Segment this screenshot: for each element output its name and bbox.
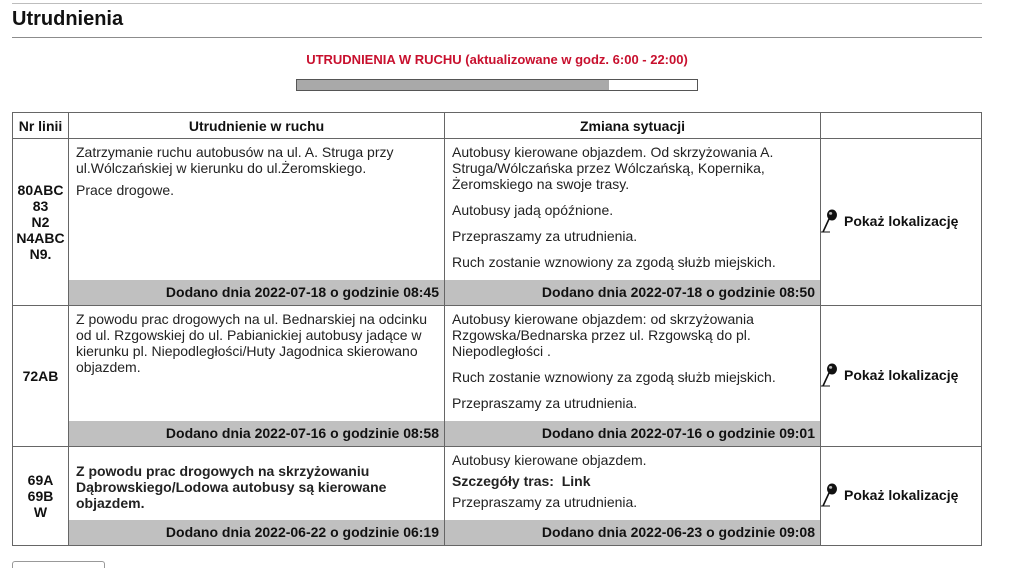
table-row [13, 139, 982, 306]
show-location-link[interactable] [821, 483, 958, 507]
disruption-cell [69, 447, 445, 546]
line-number: N4ABC [16, 230, 65, 246]
page-title: Utrudnienia [12, 8, 124, 30]
location-cell [821, 447, 982, 546]
location-cell [821, 306, 982, 447]
change-text: Autobusy kierowane objazdem: od skrzyżowania Rzgowska/Bednarska przez ul. Rzgowską do pl. Niepodległości . [452, 311, 754, 359]
show-location-link[interactable] [821, 209, 958, 233]
line-number: 72AB [22, 368, 59, 384]
disruption-added-date: Dodano dnia 2022-07-18 o godzinie 08:45 [69, 280, 444, 305]
change-text: Ruch zostanie wznowiony za zgodą służb miejskich. [452, 254, 776, 270]
show-location-label: Pokaż lokalizację [844, 366, 959, 383]
line-number: N9. [29, 246, 52, 262]
line-number: 83 [32, 198, 49, 214]
route-details-label: Szczegóły tras: [452, 473, 554, 489]
show-location-label: Pokaż lokalizację [844, 212, 959, 229]
change-text: Przepraszamy za utrudnienia. [452, 494, 638, 510]
route-details-line [452, 473, 814, 489]
change-cell [445, 139, 821, 306]
refresh-progress-bar [296, 79, 698, 91]
header-disruption: Utrudnienie w ruchu [69, 113, 445, 139]
change-text: Przepraszamy za utrudnienia. [452, 395, 638, 411]
disruptions-table [12, 112, 982, 546]
change-cell [445, 306, 821, 447]
change-text: Ruch zostanie wznowiony za zgodą służb miejskich. [452, 369, 776, 385]
header-line-number: Nr linii [13, 113, 69, 139]
title-divider [12, 37, 982, 38]
disruption-added-date: Dodano dnia 2022-06-22 o godzinie 06:19 [69, 520, 444, 545]
table-header-row [13, 113, 982, 139]
disruption-text: Z powodu prac drogowych na skrzyżowaniu Dąbrowskiego/Lodowa autobusy są kierowane objazdem. [76, 463, 387, 511]
show-location-label: Pokaż lokalizację [844, 486, 959, 503]
table-row [13, 306, 982, 447]
bottom-tab-edge[interactable] [12, 561, 105, 568]
line-number: 69A [27, 472, 54, 488]
change-cell [445, 447, 821, 546]
line-numbers-cell [13, 447, 69, 546]
top-divider [12, 3, 982, 4]
update-notice: UTRUDNIENIA W RUCHU (aktualizowane w godz. 6:00 - 22:00) [306, 52, 688, 67]
line-number: W [33, 504, 48, 520]
disruption-cell [69, 306, 445, 447]
map-pin-icon [821, 483, 839, 507]
change-added-date: Dodano dnia 2022-07-16 o godzinie 09:01 [445, 421, 820, 446]
line-numbers-cell [13, 139, 69, 306]
change-added-date: Dodano dnia 2022-07-18 o godzinie 08:50 [445, 280, 820, 305]
show-location-link[interactable] [821, 363, 958, 387]
location-cell [821, 139, 982, 306]
disruption-added-date: Dodano dnia 2022-07-16 o godzinie 08:58 [69, 421, 444, 446]
progress-fill [297, 80, 609, 90]
route-details-link[interactable]: Link [561, 473, 591, 489]
line-number: 69B [27, 488, 54, 504]
map-pin-icon [821, 209, 839, 233]
line-number: N2 [31, 214, 50, 230]
header-change: Zmiana sytuacji [445, 113, 821, 139]
change-text: Autobusy kierowane objazdem. Od skrzyżowania A. Struga/Wólczańska przez Wólczańską, Kopernika, Żeromskiego na swoje trasy. [452, 144, 774, 192]
change-text: Autobusy kierowane objazdem. [452, 452, 647, 468]
line-number: 80ABC [17, 182, 64, 198]
line-numbers-cell [13, 306, 69, 447]
table-row [13, 447, 982, 546]
change-text: Autobusy jadą opóźnione. [452, 202, 614, 218]
map-pin-icon [821, 363, 839, 387]
header-location [821, 113, 982, 139]
disruption-text: Prace drogowe. [76, 182, 175, 198]
disruption-text: Z powodu prac drogowych na ul. Bednarskiej na odcinku od ul. Rzgowskiej do ul. Pabianickiej autobusy jadące w kierunku pl. Niepodległości/Huty Jagodnica skierowano objazdem. [76, 311, 427, 375]
change-text: Przepraszamy za utrudnienia. [452, 228, 638, 244]
disruption-cell [69, 139, 445, 306]
disruption-text: Zatrzymanie ruchu autobusów na ul. A. Struga przy ul.Wólczańskiej w kierunku do ul.Żeromskiego. [76, 144, 394, 176]
change-added-date: Dodano dnia 2022-06-23 o godzinie 09:08 [445, 520, 820, 545]
